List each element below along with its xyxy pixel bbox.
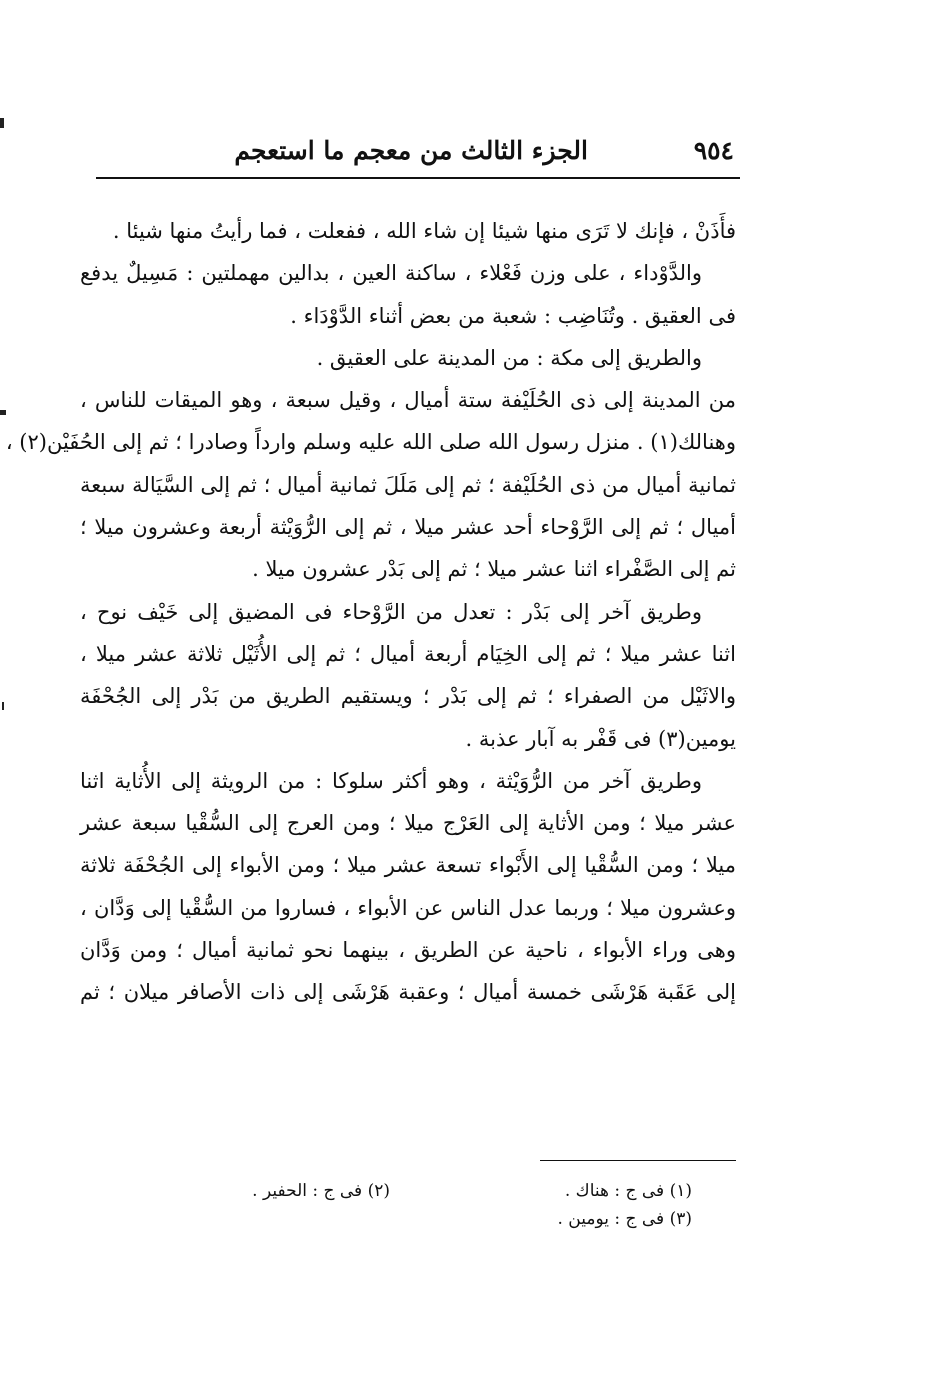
- body-text: [5, 210, 736, 1014]
- page-header: [96, 128, 738, 172]
- text-line: يومين(٣) فى قَفْر به آبار عذبة .: [465, 726, 736, 751]
- page-number: ٩٥٤: [693, 135, 734, 165]
- text-line: وطريق آخر من الرُّوَيْثة ، وهو أكثر سلوكا : من الرويثة إلى الأُثاية اثنا: [80, 768, 702, 793]
- footnote-3: (٣) فى ج : يومين .: [557, 1209, 692, 1229]
- text-line: وهى وراء الأبواء ، ناحية عن الطريق ، بينهما نحو ثمانية أميال ؛ ومن وَدَّان: [80, 938, 736, 963]
- text-line: والطريق إلى مكة : من المدينة على العقيق .: [316, 345, 702, 370]
- text-line: وهنالك(١) . منزل رسول الله صلى الله عليه وسلم وارداً وصادرا ؛ ثم إلى الحُفَيْن(٢) ،: [5, 430, 736, 455]
- running-title: الجزء الثالث من معجم ما استعجم: [234, 135, 588, 165]
- text-line: فأَذَنْ ، فإنك لا تَرَى منها شيئا إن شاء الله ، ففعلت ، فما رأيتُ منها شيئا .: [112, 219, 736, 243]
- text-line: ثمانية أميال من ذى الحُلَيْفة ؛ ثم إلى مَلَلَ ثمانية أميال ؛ ثم إلى السَّيَالة سبعة: [80, 472, 736, 497]
- text-line: عشر ميلا ؛ ومن الأثاية إلى العَرْج ميلا ؛ ومن العرج إلى السُّقْيا سبعة عشر: [80, 811, 736, 836]
- footnote-2: (٢) فى ج : الحفير .: [252, 1181, 390, 1201]
- margin-scan-mark: [0, 410, 6, 415]
- header-rule: [96, 177, 740, 179]
- text-line: أميال ؛ ثم إلى الرَّوْحاء أحد عشر ميلا ، ثم إلى الرُّوَيْثة أربعة وعشرون ميلا ؛: [80, 515, 736, 540]
- text-line: والدَّوْداء ، على وزن فَعْلاء ، ساكنة العين ، بدالين مهملتين : مَسِيلٌ يدفع: [80, 261, 702, 286]
- text-line: إلى عَقَبة هَرْشَى خمسة أميال ؛ وعقبة هَرْشَى إلى ذات الأصافر ميلان ؛ ثم: [80, 980, 736, 1005]
- text-line: وعشرون ميلا ؛ وربما عدل الناس عن الأبواء ، فساروا من السُّقْيا إلى وَدَّان ،: [80, 895, 736, 920]
- text-line: وطريق آخر إلى بَدْر : تعدل من الرَّوْحاء فى المضيق إلى خَيْف نوح ،: [80, 599, 702, 624]
- text-line: ثم إلى الصَّفْراء اثنا عشر ميلا ؛ ثم إلى بَدْر عشرون ميلا .: [252, 557, 736, 582]
- margin-scan-mark: [0, 118, 4, 128]
- text-line: اثنا عشر ميلا ؛ ثم إلى الخِيَام أربعة أميال ؛ ثم إلى الأُثَيْل ثلاثة عشر ميلا ،: [80, 641, 736, 666]
- text-line: فى العقيق . وتُنَاضِب : شعبة من بعض أثناء الدَّوْدَاء .: [290, 303, 736, 328]
- text-line: من المدينة إلى ذى الحُلَيْفة ستة أميال ، وقيل سبعة ، وهو الميقات للناس ،: [80, 388, 736, 413]
- footnote-1: (١) فى ج : هناك .: [564, 1181, 692, 1201]
- margin-scan-mark: [2, 702, 4, 710]
- footnote-rule: [540, 1160, 736, 1161]
- text-line: والاثَيْل من الصفراء ؛ ثم إلى بَدْر ؛ ويستقيم الطريق من بَدْر إلى الجُحْفَة: [80, 684, 736, 709]
- text-line: ميلا ؛ ومن السُّقْيا إلى الأَبْواء تسعة عشر ميلا ؛ ومن الأبواء إلى الجُحْفَة ثلاثة: [80, 853, 736, 878]
